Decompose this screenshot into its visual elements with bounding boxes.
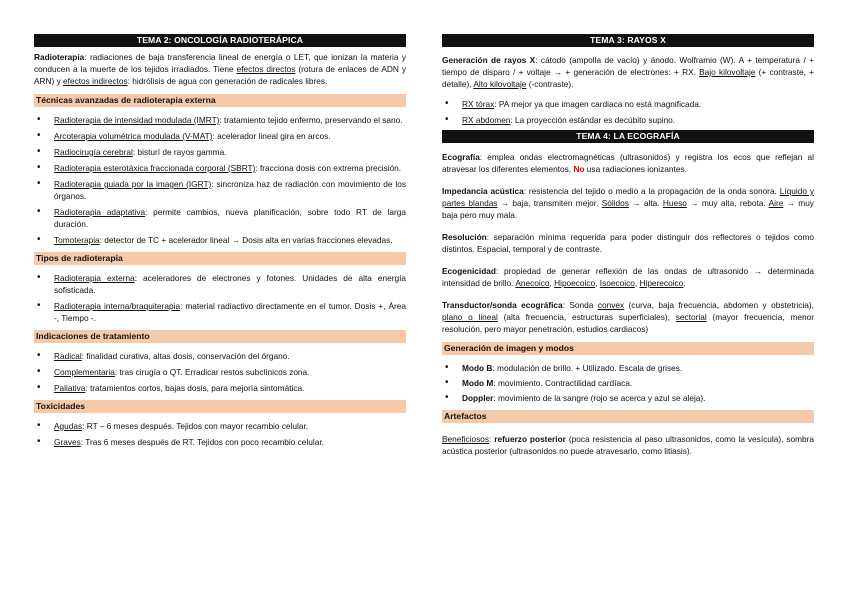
rx-list [442,98,814,126]
list-item: • Radioterapia adaptativa: permite cambios, nueva planificación, sobre todo RT de larga duración. [54,206,406,230]
artefactos-title: Artefactos [442,410,814,423]
list-item: • Doppler: movimiento de la sangre (rojo se acerca y azul se aleja). [462,392,814,404]
list-item: • Radioterapia de intensidad modulada (IMRT): tratamiento tejido enfermo, preservando el sano. [54,114,406,126]
artefactos-paragraph: Beneficiosos: refuerzo posterior (poca resistencia al paso ultrasonidos, como la vesícula), sombra acústica posterior (ultrasonidos no puede atravesarlo, como litiasis). [442,434,814,456]
list-item: • Radioterapia guiada por la imagen (IGRT): sincroniza haz de radiación con movimiento de los órganos. [54,178,406,202]
list-item: • Complementaria: tras cirugía o QT. Erradicar restos subclínicos zona. [54,366,406,378]
list-item: • Radiocirugía cerebral: bisturí de rayos gamma. [54,146,406,158]
list-item: • Graves: Tras 6 meses después de RT. Tejidos con poco recambio celular. [54,436,406,448]
list-item: • RX abdomen: La proyección estándar es decúbito supino. [462,114,814,126]
list-item: • Modo B: modulación de brillo. + Utilizado. Escala de grises. [462,362,814,374]
modos-list [442,362,814,404]
list-item: • Radioterapia interna/braquiterapia: material radiactivo directamente en el tumor. Dosis +, Área -, Tiempo -. [54,300,406,324]
impedancia-paragraph: Impedancia acústica: resistencia del tejido o medio a la propagación de la onda sonora. Líquido y partes blandas → baja, transmiten mejor. Sólidos → alta. Hueso → muy alta, rebota. Aire → muy baja pero muy mala. [442,186,814,220]
list-item: • Modo M: movimiento. Contractilidad cardíaca. [462,377,814,389]
ecogenicidad-paragraph: Ecogenicidad: propiedad de generar reflexión de las ondas de ultrasonido → determinada intensidad de brillo. Anecoico, Hipoecoico, Isoecoico, Hiperecoico. [442,266,814,288]
list-item: • Radioterapia externa: aceleradores de electrones y fotones. Unidades de alta energía sofisticada. [54,272,406,296]
indicaciones-title: Indicaciones de tratamiento [34,330,406,343]
tipos-list [34,272,406,324]
list-item: • Radical: finalidad curativa, altas dosis, conservación del órgano. [54,350,406,362]
list-item: • Agudas: RT – 6 meses después. Tejidos con mayor recambio celular. [54,420,406,432]
tecnicas-title: Técnicas avanzadas de radioterapia externa [34,94,406,107]
tema4-title: TEMA 4: LA ECOGRAFÍA [442,130,814,143]
tema2-title: TEMA 2: ONCOLOGÍA RADIOTERÁPICA [34,34,406,47]
tipos-title: Tipos de radioterapia [34,252,406,265]
right-column [442,34,814,457]
radioterapia-paragraph: Radioterapia: radiaciones de baja transferencia lineal de energía o LET, que ionizan la materia y conducen a la muerte de los tejidos irradiados. Tiene efectos directos (rotura de enlaces de ADN y ARN) y efectos indirectos: hidrólisis de agua con generación de radicales libres. [34,52,406,86]
list-item: • Radioterapia esterotáxica fraccionada corporal (SBRT): fracciona dosis con extrema precisión. [54,162,406,174]
list-item: • RX tórax: PA mejor ya que imagen cardiaca no está magnificada. [462,98,814,110]
transductor-paragraph: Transductor/sonda ecográfica: Sonda convex (curva, baja frecuencia, abdomen y obstetricia), plano o lineal (alta frecuencia, estructuras superficiales), sectorial (mayor frecuencia, menor resolución, pero mayor penetración, estudios cardiacos) [442,300,814,334]
tema3-title: TEMA 3: RAYOS X [442,34,814,47]
tecnicas-list [34,114,406,246]
list-item: • Paliativa: tratamientos cortos, bajas dosis, para mejoría sintomática. [54,382,406,394]
generacion-paragraph: Generación de rayos X: cátodo (ampolla de vacío) y ánodo. Wolframio (W). A + temperatura / + tiempo de disparo / + voltaje → + generación de electrones: + RX. Bajo kilovoltaje (+ contraste, + detalle), Alto kilovoltaje (-contraste). [442,55,814,89]
indicaciones-list [34,350,406,394]
left-column [34,34,406,452]
toxicidades-list [34,420,406,448]
list-item: • Arcoterapia volumétrica modulada (V-MAT): acelerador lineal gira en arcos. [54,130,406,142]
list-item: • Tomoterapia: detector de TC + acelerador lineal → Dosis alta en varias fracciones elevadas. [54,234,406,246]
modos-title: Generación de imagen y modos [442,342,814,355]
ecografia-paragraph: Ecografía: emplea ondas electromagnéticas (ultrasonidos) y registra los ecos que reflejan al atravesar los diferentes elementos. No usa radiaciones ionizantes. [442,152,814,174]
resolucion-paragraph: Resolución: separación mínima requerida para poder distinguir dos reflectores o tejidos como distintos. Espacial, temporal y de contraste. [442,232,814,254]
toxicidades-title: Toxicidades [34,400,406,413]
